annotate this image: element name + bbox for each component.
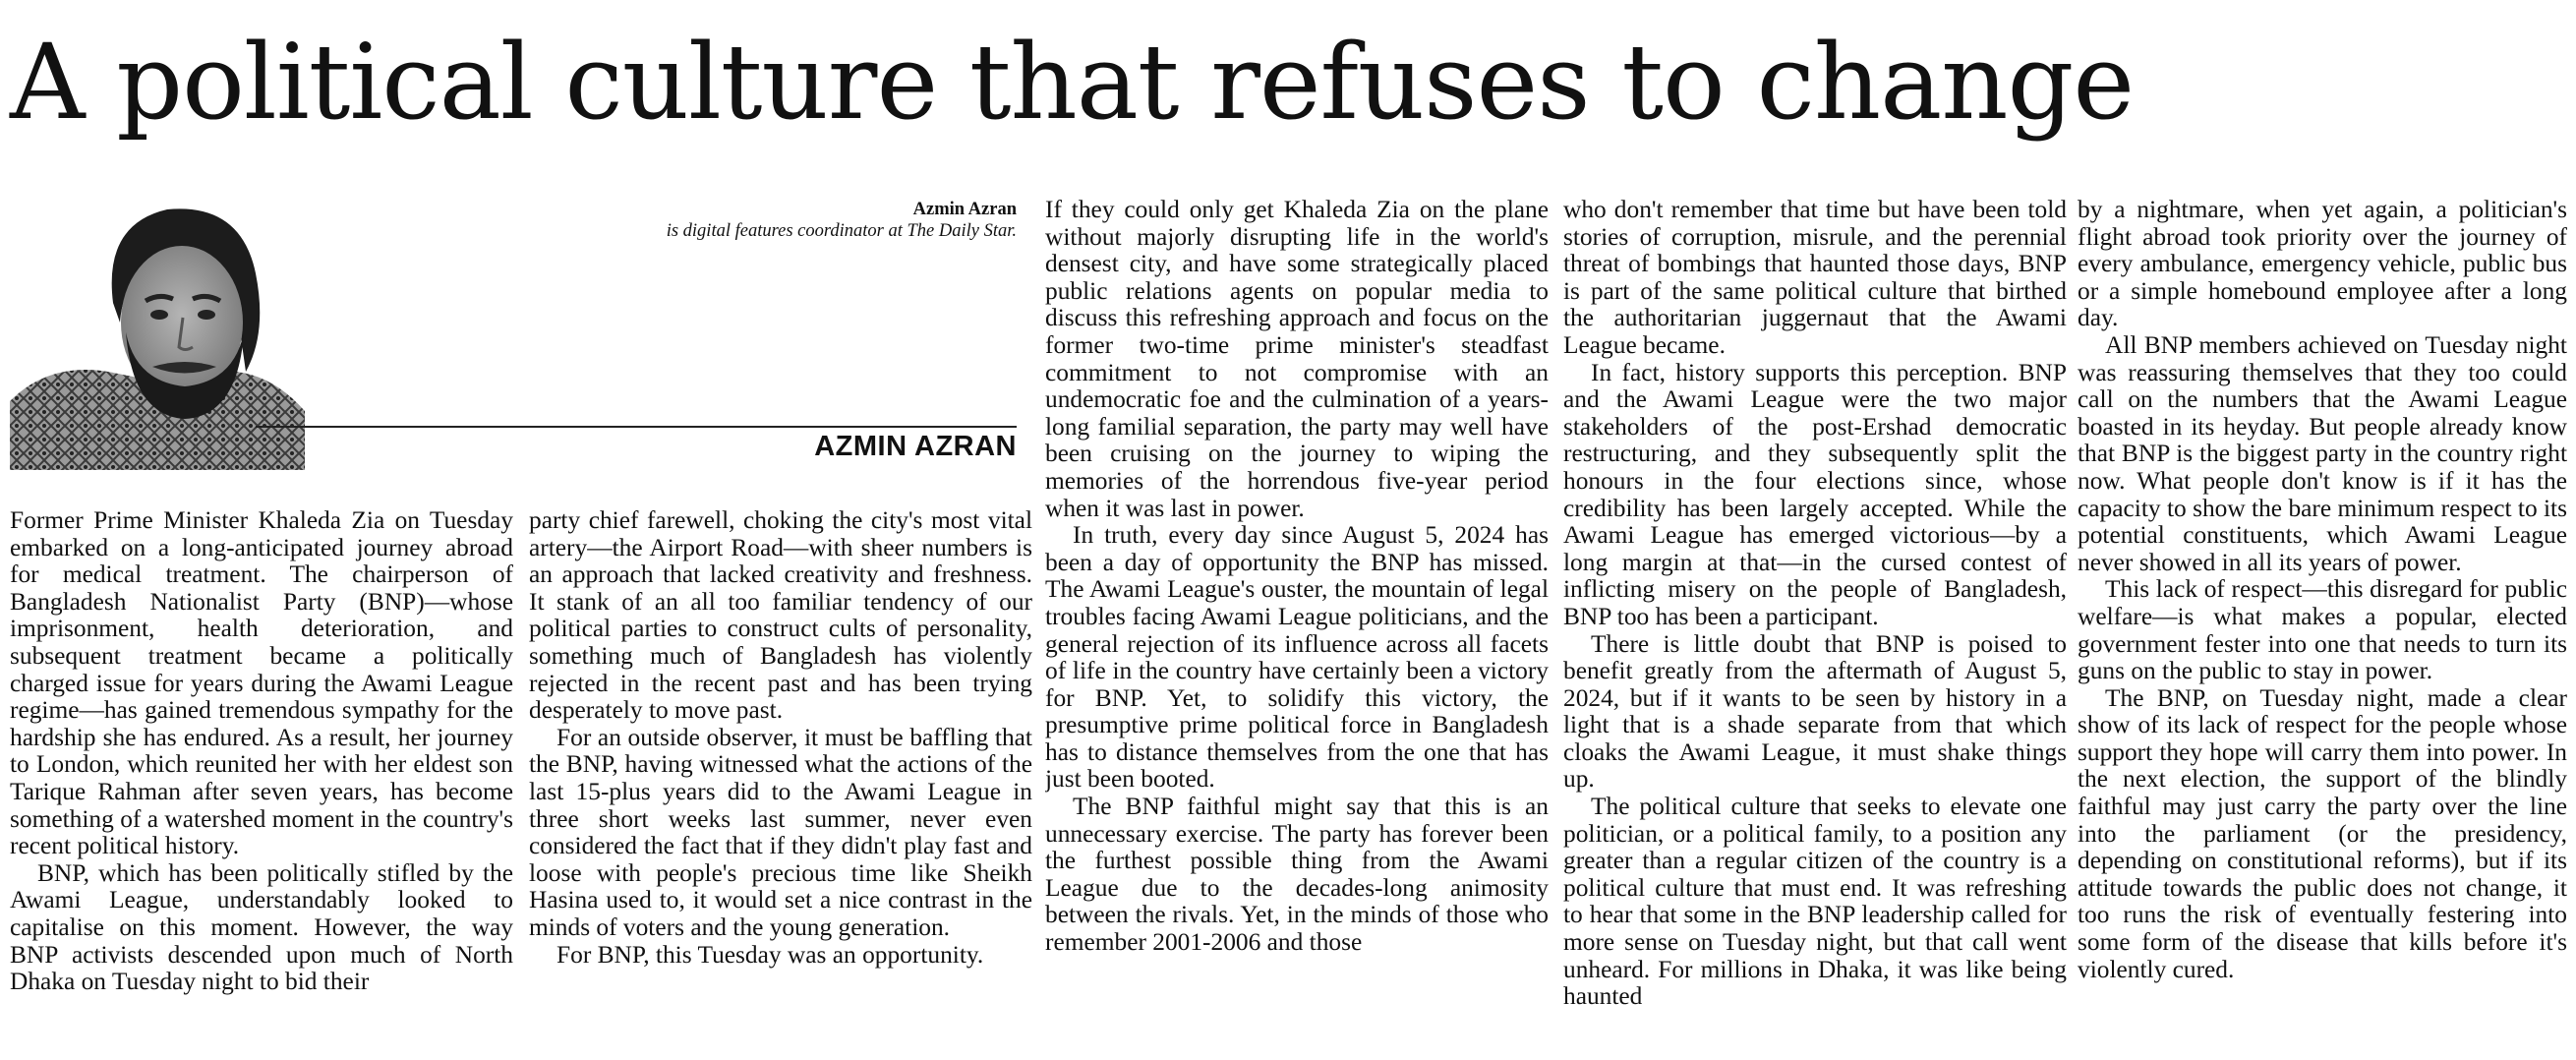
paragraph: For an outside observer, it must be baffling that the BNP, having witnessed what the actions of the last 15-plus years did to the Awami League in three short weeks last summer, never even considered the fact that if they didn't play fast and loose with people's precious time like Sheikh Hasina used to, it would set a nice contrast in the minds of voters and the young generation. bbox=[529, 723, 1032, 941]
paragraph: The BNP faithful might say that this is an unnecessary exercise. The party has forever been the furthest possible thing from the Awami League due to the decades-long animosity between the rivals. Yet, in the minds of those who remember 2001-2006 and those bbox=[1045, 793, 1549, 957]
article-column-3 bbox=[1045, 197, 1549, 1054]
paragraph: by a nightmare, when yet again, a politician's flight abroad took priority over the journey of every ambulance, emergency vehicle, public bus or a simple homebound employee after a long day. bbox=[2078, 197, 2567, 332]
paragraph: This lack of respect—this disregard for public welfare—is what makes a popular, elected government fester into one that needs to turn its guns on the public to stay in power. bbox=[2078, 575, 2567, 685]
article-column-5 bbox=[2078, 197, 2567, 1054]
headline: A political culture that refuses to change bbox=[10, 22, 2135, 143]
author-block bbox=[10, 185, 1017, 472]
article-column-4 bbox=[1563, 197, 2067, 1054]
paragraph: If they could only get Khaleda Zia on the plane without majorly disrupting life in the world's densest city, and have some strategically placed public relations agents on popular media to discuss this refreshing approach and focus on the former two-time prime minister's steadfast commitment to not compromise with an undemocratic foe and the culmination of a years-long familial separation, the party may well have been cruising on the journey to wiping the memories of the horrendous five-year period when it was last in power. bbox=[1045, 197, 1549, 522]
paragraph: All BNP members achieved on Tuesday night was reassuring themselves that they too could call on the numbers that the Awami League boasted in its heyday. But people already know that BNP is the biggest party in the country right now. What people don't know is if it has the capacity to show the bare minimum respect to its potential constituents, which Awami League never showed in all its years of power. bbox=[2078, 330, 2567, 576]
article-column-2 bbox=[529, 507, 1032, 1054]
paragraph: There is little doubt that BNP is poised to benefit greatly from the aftermath of August 5, 2024, but if it wants to be seen by history in a light that is a shade separate from that which cloaks the Awami League, it must shake things up. bbox=[1563, 629, 2067, 794]
byline: AZMIN AZRAN bbox=[814, 431, 1017, 462]
author-bio-description: is digital features coordinator at The Daily Star. bbox=[666, 221, 1017, 241]
paragraph: The political culture that seeks to elevate one politician, or a political family, to a position any greater than a regular citizen of the country is a political culture that must end. It was refreshing to hear that some in the BNP leadership called for more sense on Tuesday night, but that call went unheard. For millions in Dhaka, it was like being haunted bbox=[1563, 793, 2067, 1011]
paragraph: The BNP, on Tuesday night, made a clear show of its lack of respect for the people whose support they hope will carry them into power. In the next election, the support of the blindly faithful may just carry the party over the line into the parliament (or the presidency, depending on constitutional reforms), but if its attitude towards the public does not change, it too runs the risk of eventually festering into some form of the disease that kills before it's violently cured. bbox=[2078, 683, 2567, 983]
paragraph: BNP, which has been politically stifled by the Awami League, understandably looked to capitalise on this moment. However, the way BNP activists descended upon much of North Dhaka on Tuesday night to bid their bbox=[10, 858, 513, 996]
paragraph: party chief farewell, choking the city's most vital artery—the Airport Road—with sheer numbers is an approach that lacked creativity and freshness. It stank of an all too familiar tendency of our political parties to construct cults of personality, something much of Bangladesh has violently rejected in the recent past and has been trying desperately to move past. bbox=[529, 507, 1032, 725]
byline-rule bbox=[256, 426, 1017, 428]
author-bio bbox=[604, 199, 1017, 242]
paragraph: In fact, history supports this perception. BNP and the Awami League were the two major stakeholders of the post-Ershad democratic restructuring, and they subsequently split the honours in the four elections since, whose credibility has been largely accepted. While the Awami League has emerged victorious—by a long margin at that—in the cursed contest of inflicting misery on the people of Bangladesh, BNP too has been a participant. bbox=[1563, 358, 2067, 630]
paragraph: In truth, every day since August 5, 2024 has been a day of opportunity the BNP has missed. The Awami League's ouster, the mountain of legal troubles facing Awami League politicians, and the general rejection of its influence across all facets of life in the country have certainly been a victory for BNP. Yet, to solidify this victory, the presumptive prime political force in Bangladesh has to distance themselves from the one that has just been booted. bbox=[1045, 521, 1549, 794]
author-bio-name: Azmin Azran bbox=[912, 200, 1017, 219]
paragraph: For BNP, this Tuesday was an opportunity. bbox=[556, 940, 984, 969]
paragraph: who don't remember that time but have been told stories of corruption, misrule, and the perennial threat of bombings that haunted those days, BNP is part of the same political culture that birthed the authoritarian juggernaut that the Awami League became. bbox=[1563, 197, 2067, 359]
article-column-1 bbox=[10, 507, 513, 1054]
paragraph: Former Prime Minister Khaleda Zia on Tuesday embarked on a long-anticipated journey abroad for medical treatment. The chairperson of Bangladesh Nationalist Party (BNP)—whose imprisonment, health deterioration, and subsequent treatment became a politically charged issue for years during the Awami League regime—has gained tremendous sympathy for the hardship she has endured. As a result, her journey to London, which reunited her with her eldest son Tarique Rahman after seven years, has become something of a watershed moment in the country's recent political history. bbox=[10, 507, 513, 860]
